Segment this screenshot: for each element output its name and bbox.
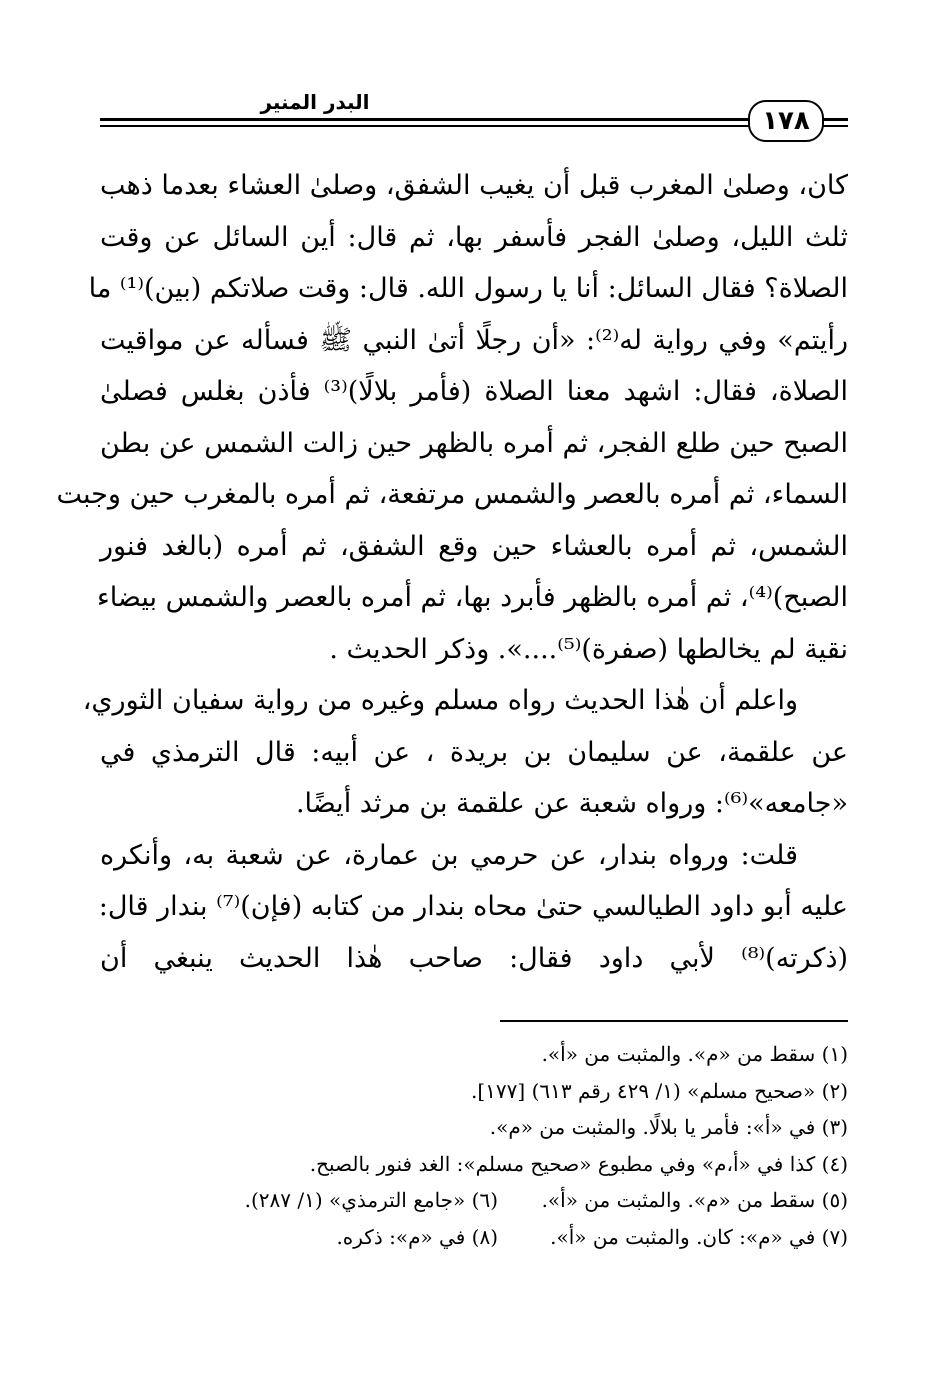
text-line: نقية لم يخالطها (صفرة)⁽⁵⁾....». وذكر الحديث . [329,633,848,665]
page-header [100,90,848,140]
footnote-separator [500,1020,848,1022]
footnote: (٦) «جامع الترمذي» (١/ ٢٨٧). [244,1188,498,1212]
footnote-row [100,1219,848,1256]
text-line: السماء، ثم أمره بالعصر والشمس مرتفعة، ثم أمره بالمغرب حين وجبت [56,479,848,510]
footnote: (١) سقط من «م». والمثبت من «أ». [541,1042,848,1066]
text-line: عليه أبو داود الطيالسي حتىٰ محاه بندار من كتابه (فإن)⁽⁷⁾ بندار قال: [98,891,848,922]
main-text [56,160,848,984]
text-line: «جامعه»⁽⁶⁾: ورواه شعبة عن علقمة بن مرثد أيضًا. [295,788,848,819]
footnote: (٤) كذا في «أ،م» وفي مطبوع «صحيح مسلم»: الغد فنور بالصبح. [309,1151,848,1176]
running-title: البدر المنير [250,90,380,116]
page-number-badge [748,100,824,142]
header-rule-top [100,118,848,121]
text-line: الشمس، ثم أمره بالعشاء حين وقع الشفق، ثم أمره (بالغد فنور [100,530,848,562]
text-line: ثلث الليل، وصلىٰ الفجر فأسفر بها، ثم قال: أين السائل عن وقت [100,221,848,253]
footnote: (٧) في «م»: كان. والمثبت من «أ». [550,1224,848,1249]
footnote: (٨) في «م»: ذكره. [336,1224,498,1249]
page-number: ١٧٨ [762,106,810,136]
footnote: (٥) سقط من «م». والمثبت من «أ». [541,1188,848,1212]
text-line: الصبح حين طلع الفجر، ثم أمره بالظهر حين زالت الشمس عن بطن [100,427,848,459]
footnotes [100,1036,848,1255]
text-line: الصلاة، فقال: اشهد معنا الصلاة (فأمر بلالًا)⁽³⁾ فأذن بغلس فصلىٰ [100,376,848,407]
footnote-row [100,1182,848,1219]
text-line: (ذكرته)⁽⁸⁾ لأبي داود فقال: صاحب هٰذا الحديث ينبغي أن [100,942,848,974]
text-line: كان، وصلىٰ المغرب قبل أن يغيب الشفق، وصلىٰ العشاء بعدما ذهب [100,170,848,201]
footnote: (٣) في «أ»: فأمر يا بلالًا. والمثبت من «م». [489,1115,848,1139]
footnote: (٢) «صحيح مسلم» (١/ ٤٢٩ رقم ٦١٣) [١٧٧]. [471,1078,848,1103]
text-line: الصلاة؟ فقال السائل: أنا يا رسول الله. قال: وقت صلاتكم (بين)⁽¹⁾ ما [88,273,848,304]
text-line: عن علقمة، عن سليمان بن بريدة ، عن أبيه: قال الترمذي في [100,736,848,768]
text-line: رأيتم» وفي رواية له⁽²⁾: «أن رجلًا أتىٰ النبي ﷺ فسأله عن مواقيت [100,324,848,356]
text-line: واعلم أن هٰذا الحديث رواه مسلم وغيره من رواية سفيان الثوري، [82,685,798,716]
text-line: الصبح)⁽⁴⁾، ثم أمره بالظهر فأبرد بها، ثم أمره بالعصر والشمس بيضاء [97,582,848,613]
header-rule-bottom [100,125,848,127]
text-line: قلت: ورواه بندار، عن حرمي بن عمارة، عن شعبة به، وأنكره [100,839,798,871]
